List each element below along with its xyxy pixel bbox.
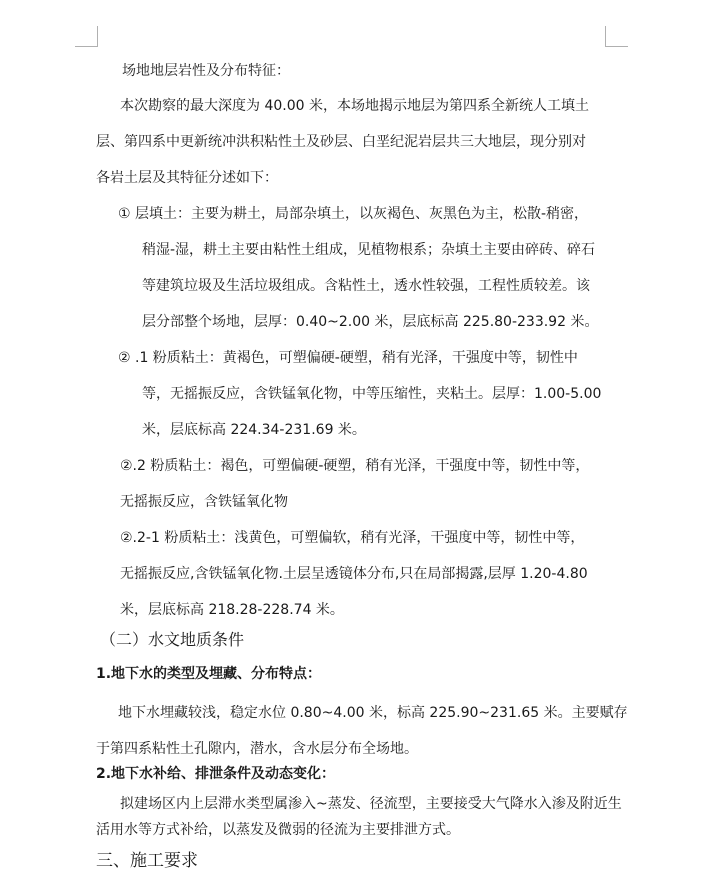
layer2-1-line: 等，无摇振反应，含铁锰氧化物，中等压缩性，夹粘土。层厚：1.00-5.00: [142, 386, 602, 402]
layer1-line: 层分部整个场地，层厚：0.40~2.00 米，层底标高 225.80-233.92 米。: [142, 314, 599, 330]
intro-line: 本次勘察的最大深度为 40.00 米，本场地揭示地层为第四系全新统人工填土: [120, 98, 589, 114]
recharge-line: 拟建场区内上层滞水类型属渗入~蒸发、径流型，主要接受大气降水入渗及附近生: [120, 796, 622, 812]
layer2-2-line: 无摇振反应，含铁锰氧化物: [120, 494, 288, 510]
subheading-recharge-discharge: 2.地下水补给、排泄条件及动态变化：: [96, 766, 336, 782]
section-construction-heading: 三、施工要求: [96, 851, 198, 871]
layer2-1-line: 米，层底标高 224.34-231.69 米。: [142, 422, 366, 438]
recharge-line: 活用水等方式补给，以蒸发及微弱的径流为主要排泄方式。: [96, 822, 460, 838]
page-corner-mark-left: [75, 26, 98, 47]
groundwater-type-line: 地下水埋藏较浅，稳定水位 0.80~4.00 米，标高 225.90~231.65 米。主要赋存: [118, 705, 628, 721]
layer2-2-1-line: 米，层底标高 218.28-228.74 米。: [120, 602, 344, 618]
layer2-2-line: ②.2 粉质粘土：褐色，可塑偏硬-硬塑，稍有光泽，干强度中等，韧性中等，: [120, 458, 590, 474]
page-corner-mark-right: [605, 26, 628, 47]
layer1-line: 稍湿-湿，耕土主要由粘性土组成，见植物根系；杂填土主要由碎砖、碎石: [142, 242, 596, 258]
groundwater-type-line: 于第四系粘性土孔隙内，潜水，含水层分布全场地。: [96, 741, 418, 757]
layer2-2-1-line: 无摇振反应,含铁锰氧化物.土层呈透镜体分布,只在局部揭露,层厚 1.20-4.80: [120, 566, 588, 582]
heading-site-strata: 场地地层岩性及分布特征：: [122, 63, 290, 79]
section-hydrogeology-heading: （二）水文地质条件: [100, 630, 245, 649]
intro-line: 各岩土层及其特征分述如下：: [96, 170, 278, 186]
layer2-1-line: ② .1 粉质粘土：黄褐色，可塑偏硬-硬塑，稍有光泽，干强度中等，韧性中: [118, 350, 578, 366]
layer2-2-1-line: ②.2-1 粉质粘土：浅黄色，可塑偏软，稍有光泽，干强度中等，韧性中等，: [120, 530, 585, 546]
subheading-groundwater-type: 1.地下水的类型及埋藏、分布特点：: [96, 666, 322, 682]
intro-line: 层、第四系中更新统冲洪积粘性土及砂层、白垩纪泥岩层共三大地层，现分别对: [96, 134, 586, 150]
layer1-line: 等建筑垃圾及生活垃圾组成。含粘性土，透水性较强，工程性质较差。该: [142, 278, 590, 294]
layer1-line: ① 层填土：主要为耕土，局部杂填土，以灰褐色、灰黑色为主，松散-稍密，: [118, 206, 589, 222]
